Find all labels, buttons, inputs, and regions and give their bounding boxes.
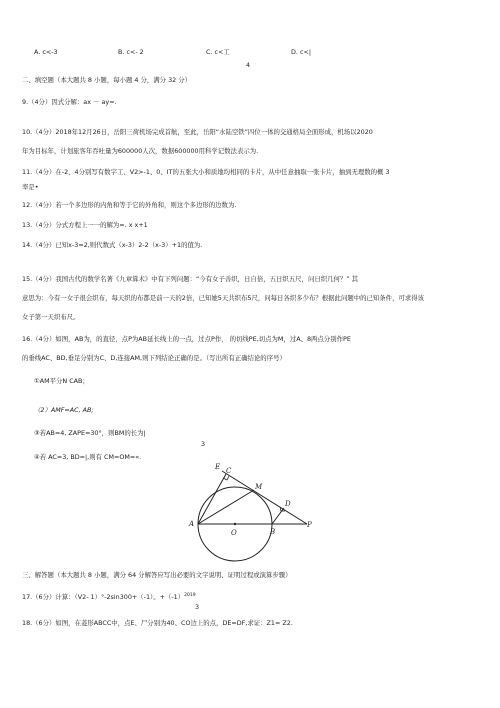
label-a: A <box>189 520 195 528</box>
circle-tangent-figure <box>180 458 320 566</box>
tangent-line-pe <box>222 471 307 524</box>
question-16-conclusion-3: ③若AB=4, ZAPE=30°，则BM的长为| <box>34 429 146 437</box>
question-13: 13.（4分）分式方程上一一的解为=. x x+1 <box>22 221 148 229</box>
line-bd <box>272 508 284 524</box>
question-12: 12.（4分）若一个多边形的内角和等于它的外角和，则这个多边形的边数为. <box>22 201 237 209</box>
question-16-conclusion-4: ④若 AC=3, BD=|,则有 CM=OM=«. <box>34 453 142 461</box>
question-11-line-1: 11.（4分）在-2，4分别写有数字工、V2>-1、0、IT的五张大小和质地均相同的卡片，从中任意抽取一张卡片，抽到无理数的概 3 <box>22 168 390 176</box>
question-17-text: 17.（6分）计算：（V2- 1）°-2sin300+（-1）。+（-1） <box>22 593 185 602</box>
section-2-title: 二、填空题（本大题共 8 小题，每小题 4 分，满分 32 分） <box>22 76 192 84</box>
question-16-conclusion-1: ①AM平分N CAB； <box>34 377 89 385</box>
label-e: E <box>215 463 221 471</box>
line-am <box>198 490 254 524</box>
question-15-line-3: 女子第一天织布尺。 <box>22 313 80 321</box>
label-d: D <box>285 500 291 508</box>
question-11-line-2: 率是• <box>22 183 39 191</box>
label-o: O <box>231 529 237 537</box>
line-ac <box>198 474 226 524</box>
option-a: A. c<-3 <box>34 48 58 56</box>
question-10-line-2: 年为目标年，计划旅客年吞吐量为600000人次，数据600000用科学记数法表示为. <box>22 147 259 155</box>
question-16-conclusion-2: （2）AMF=AC, AB; <box>34 406 94 414</box>
page-mark-top: 4 <box>246 61 251 69</box>
question-10-line-1: 10.（4分）2018年12月26日，岳阳三荷机场完成首航，至此，岳阳“水陆空铁”四位一体的交通格局全面形成，机场以2020 <box>22 128 373 136</box>
question-16-conclusion-3-denominator: 3 <box>201 440 206 448</box>
question-17-denominator: 3 <box>195 603 200 611</box>
option-d: D. c<| <box>291 48 312 56</box>
question-17-exponent: 2019 <box>184 593 196 598</box>
label-c: C <box>226 467 232 475</box>
section-3-title: 三、解答题（本大题共 8 小题，满分 64 分解答应写出必要的文字说明、证明过程或演算步骤） <box>22 571 292 579</box>
question-17 <box>22 594 196 601</box>
label-m: M <box>255 483 263 491</box>
question-16-line-1: 16.（4分）如图，AB为，的直径，点P为AB延长线上的一点，过点P作， 的切线PE,切点为M，过A、8两点分别作PE <box>22 335 351 343</box>
question-15-line-1: 15.（4分）我国古代的数学名著《九章算术》中有下列问题：“今有女子善织，日自倍，五日织五尺，问日织几何？” 其 <box>22 275 359 283</box>
question-14: 14.（4分）已知x-3=2,则代数式（x-3）2-2（x-3）+1的值为. <box>22 241 203 249</box>
center-point-o <box>234 523 236 525</box>
question-9: 9.（4分）因式分解：ax － ay=. <box>22 98 117 106</box>
option-c: C. c<工 <box>206 48 230 56</box>
option-b: B. c<- 2 <box>118 48 144 56</box>
question-16-line-2: 的垂线AC、BD,垂足分别为C、D,连接AM,则下列结论正确的是。（写出所有正确结论的序号） <box>22 354 286 362</box>
label-p: P <box>307 521 312 529</box>
question-18: 18.（6分）如图，在菱形ABCC中，点E、尸分别为40、CO边上的点，DE=DF,求证：Z1= Z2. <box>22 619 293 627</box>
question-15-line-2: 意思为：今有一女子很会织布，每天织的布都是前一天的2倍，已知她5天共织布5尺，问每日各织多少布？根据此问题中的已知条件，可求得该 <box>22 294 425 302</box>
label-b: B <box>270 528 276 536</box>
